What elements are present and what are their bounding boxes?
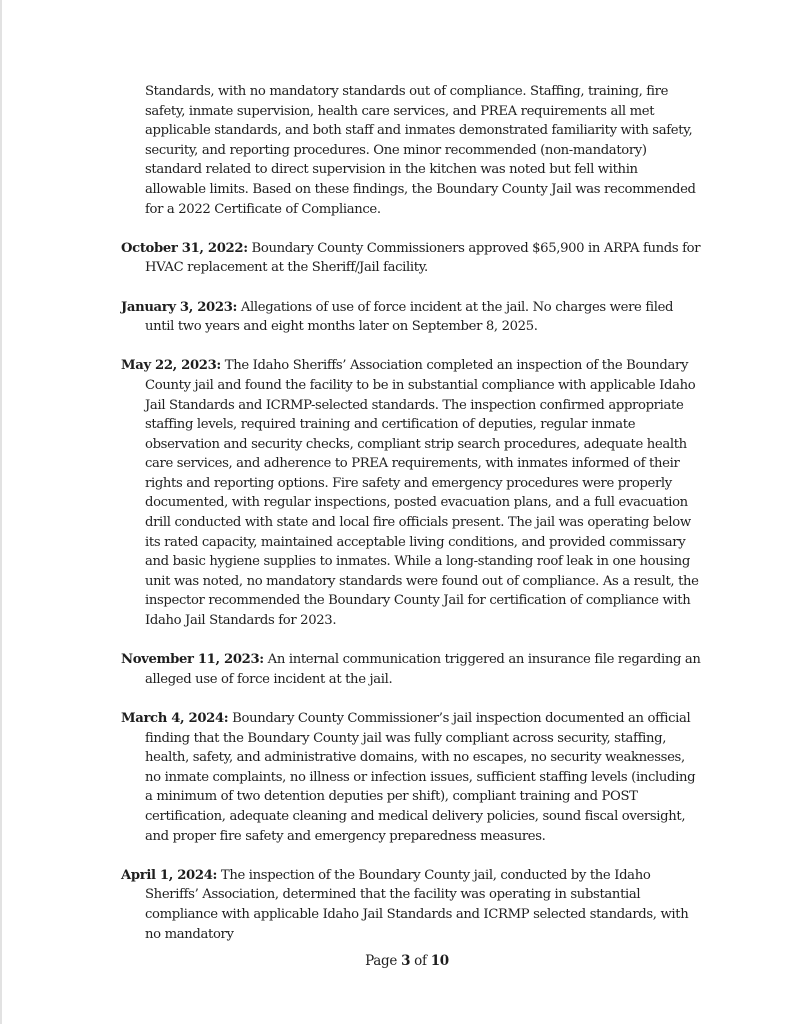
entry-text: Allegations of use of force incident at the jail. No charges were filed until two years and eight months later on September 8, 2025.	[145, 299, 674, 335]
timeline-entry	[121, 298, 701, 337]
total-pages-number: 10	[430, 953, 449, 969]
entry-text: The Idaho Sheriffs’ Association completed an inspection of the Boundary County jail and found the facility to be in substantial compliance with applicable Idaho Jail Standards and ICRMP-selected standards. The inspection confirmed appropriate staffing levels, required training and certification of deputies, regular inmate observation and security checks, compliant strip search procedures, adequate health care services, and adherence to PREA requirements, with inmates informed of their rights and reporting options. Fire safety and emergency procedures were properly documented, with regular inspections, posted evacuation plans, and a full evacuation drill conducted with state and local fire officials present. The jail was operating below its rated capacity, maintained acceptable living conditions, and provided commissary and basic hygiene supplies to inmates. While a long-standing roof leak in one housing unit was noted, no mandatory standards were found out of compliance. As a result, the inspector recommended the Boundary County Jail for certification of compliance with Idaho Jail Standards for 2023.	[145, 358, 699, 629]
timeline-entry	[121, 709, 701, 846]
entry-text: Boundary County Commissioners approved $65,900 in ARPA funds for HVAC replacement at the Sheriff/Jail facility.	[145, 240, 701, 276]
timeline-entry	[121, 866, 701, 944]
page-of-label: of	[410, 953, 431, 969]
entry-text: An internal communication triggered an insurance file regarding an alleged use of force incident at the jail.	[145, 652, 701, 687]
entry-text: Boundary County Commissioner’s jail inspection documented an official finding that the Boundary County jail was fully compliant across security, staffing, health, safety, and administrative domains, with no escapes, no security weaknesses, no inmate complaints, no illness or infection issues, sufficient staffing levels (including a minimum of two detention deputies per shift), compliant training and POST certification, adequate cleaning and medical delivery policies, sound fiscal oversight, and proper fire safety and emergency preparedness measures.	[145, 711, 696, 844]
entry-date: November 11, 2023:	[121, 652, 264, 668]
entry-date: October 31, 2022:	[121, 240, 248, 256]
current-page-number: 3	[401, 953, 411, 969]
page-number-footer	[2, 953, 810, 969]
timeline-entry	[121, 239, 701, 278]
timeline-content	[121, 82, 701, 964]
entry-date: April 1, 2024:	[121, 867, 218, 883]
entry-date: January 3, 2023:	[121, 299, 238, 315]
entry-text: The inspection of the Boundary County jail, conducted by the Idaho Sheriffs’ Association, determined that the facility was operating in substantial compliance with applicable Idaho Jail Standards and ICRMP selected standards, with no mandatory	[145, 867, 689, 942]
timeline-entry	[121, 650, 701, 689]
timeline-entry	[121, 356, 701, 630]
page-label: Page	[365, 953, 402, 969]
entry-date: March 4, 2024:	[121, 711, 229, 726]
entry-date: May 22, 2023:	[121, 358, 221, 374]
continuation-paragraph: Standards, with no mandatory standards out of compliance. Staffing, training, fire safety, inmate supervision, health care services, and PREA requirements all met applicable standards, and both staff and inmates demonstrated familiarity with safety, security, and reporting procedures. One minor recommended (non-mandatory) standard related to direct supervision in the kitchen was noted but fell within allowable limits. Based on these findings, the Boundary County Jail was recommended for a 2022 Certificate of Compliance.	[145, 84, 696, 217]
